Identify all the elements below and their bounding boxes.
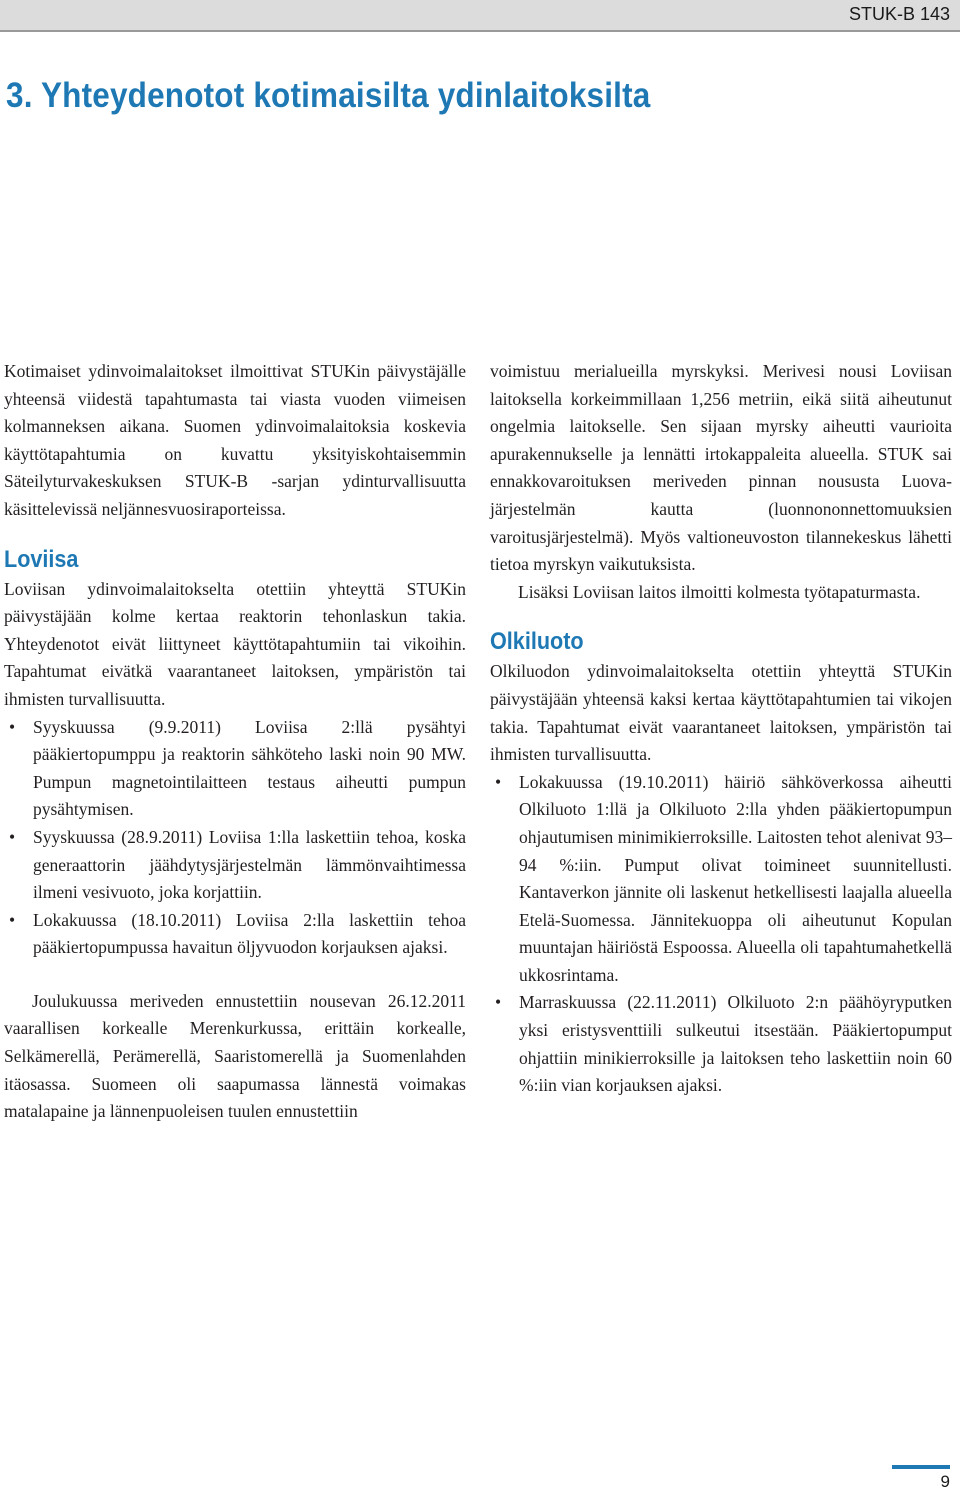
- footer-accent-bar: [892, 1465, 950, 1469]
- right-column: [490, 358, 952, 1100]
- storm-paragraph: Joulukuussa meriveden ennustettiin nousevan 26.12.2011 vaarallisen korkealle Merenkurkussa, erittäin korkealle, Selkämerellä, Perämerellä, Saaristomerellä ja Suomenlahden itäosassa. Suomeen oli saapumassa lännestä voimakas matalapaine ja lännenpuoleisen tuulen ennustettiin: [4, 990, 466, 1122]
- left-column: [4, 358, 466, 1126]
- series-label: STUK-B 143: [848, 4, 950, 24]
- olkiluoto-heading: Olkiluoto: [490, 628, 584, 656]
- intro-paragraph: Kotimaiset ydinvoimalaitokset ilmoittivat STUKin päivystäjälle yhteensä viidestä tapahtumasta tai viasta vuoden viimeisen kolmanneksen aikana. Suomen ydinvoimalaitoksia koskevia käyttötapahtumia on kuvattu yksityiskohtaisemmin Säteilyturvakeskuksen STUK-B -sarjan ydinturvallisuutta käsittelevissä neljännesvuosiraporteissa.: [4, 361, 466, 519]
- loviisa-heading: Loviisa: [4, 545, 79, 573]
- running-header: [0, 0, 960, 30]
- list-item: • Syyskuussa (28.9.2011) Loviisa 1:lla laskettiin tehoa, koska generaattorin jäähdytysjärjestelmän lämmönvaihtimessa ilmeni vesivuoto, joka korjattiin.: [4, 824, 466, 907]
- work-accident-paragraph: Lisäksi Loviisan laitos ilmoitti kolmesta työtapaturmasta.: [518, 581, 921, 602]
- loviisa-bullet-list: [4, 714, 466, 962]
- olkiluoto-bullet-list: [490, 769, 952, 1100]
- list-item: • Lokakuussa (19.10.2011) häiriö sähköverkossa aiheutti Olkiluoto 1:llä ja Olkiluoto 2:lla yhden pääkiertopumpun ohjautumisen minimikierroksille. Laitosten tehot alenivat 93–94 %:iin. Pumput olivat toimineet suunnitellusti. Kantaverkon jännite oli laskenut hetkellisesti laajalla alueella Etelä-Suomessa. Jännitekuoppa oli aiheutunut Kopulan muuntajan häiriöstä Espoossa. Alueella oli tapahtumahetkellä ukkosrintama.: [490, 769, 952, 990]
- loviisa-paragraph: Loviisan ydinvoimalaitokselta otettiin yhteyttä STUKin päivystäjään kolme kertaa reaktorin tehonlaskun takia. Yhteydenotot eivät liittyneet käyttötapahtumiin tai vikoihin. Tapahtumat eivätkä vaarantaneet laitoksen, ympäristön tai ihmisten turvallisuutta.: [4, 578, 466, 709]
- chapter-title: 3. Yhteydenotot kotimaisilta ydinlaitoksilta: [6, 76, 651, 115]
- list-item: • Lokakuussa (18.10.2011) Loviisa 2:lla laskettiin tehoa pääkiertopumpussa havaitun öljyvuodon korjauksen ajaksi.: [4, 907, 466, 962]
- header-rule: [0, 30, 960, 32]
- olkiluoto-paragraph: Olkiluodon ydinvoimalaitokselta otettiin yhteyttä STUKin päivystäjään yhteensä kaksi kertaa käyttötapahtumien tai vikojen takia. Tapahtumat eivät vaarantaneet laitoksen, ympäristön tai ihmisten turvallisuutta.: [490, 661, 952, 765]
- page-number: 9: [940, 1472, 950, 1491]
- list-item: • Syyskuussa (9.9.2011) Loviisa 2:llä pysähtyi pääkiertopumppu ja reaktorin sähköteho laski noin 90 MW. Pumpun magnetointilaitteen testaus aiheutti pumpun pysähtymisen.: [4, 714, 466, 824]
- list-item: • Marraskuussa (22.11.2011) Olkiluoto 2:n päähöyryputken yksi eristysventtiili sulkeutui itsestään. Pääkiertopumput ohjattiin minikierroksille ja laitoksen teho laskettiin noin 60 %:iin vian korjauksen ajaksi.: [490, 989, 952, 1099]
- storm-continued-paragraph: voimistuu merialueilla myrskyksi. Merivesi nousi Loviisan laitoksella korkeimmillaan 1,256 metriin, eikä siitä aiheutunut ongelmia laitokselle. Sen sijaan myrsky aiheutti vaurioita apurakennukselle ja lennätti irtokappaleita alueella. STUK sai ennakkovaroituksen meriveden pinnan noususta Luova-järjestelmän kautta (luonnononnettomuuksien varoitusjärjestelmä). Myös valtioneuvoston tilannekeskus lähetti tietoa myrskyn vaikutuksista.: [490, 361, 952, 575]
